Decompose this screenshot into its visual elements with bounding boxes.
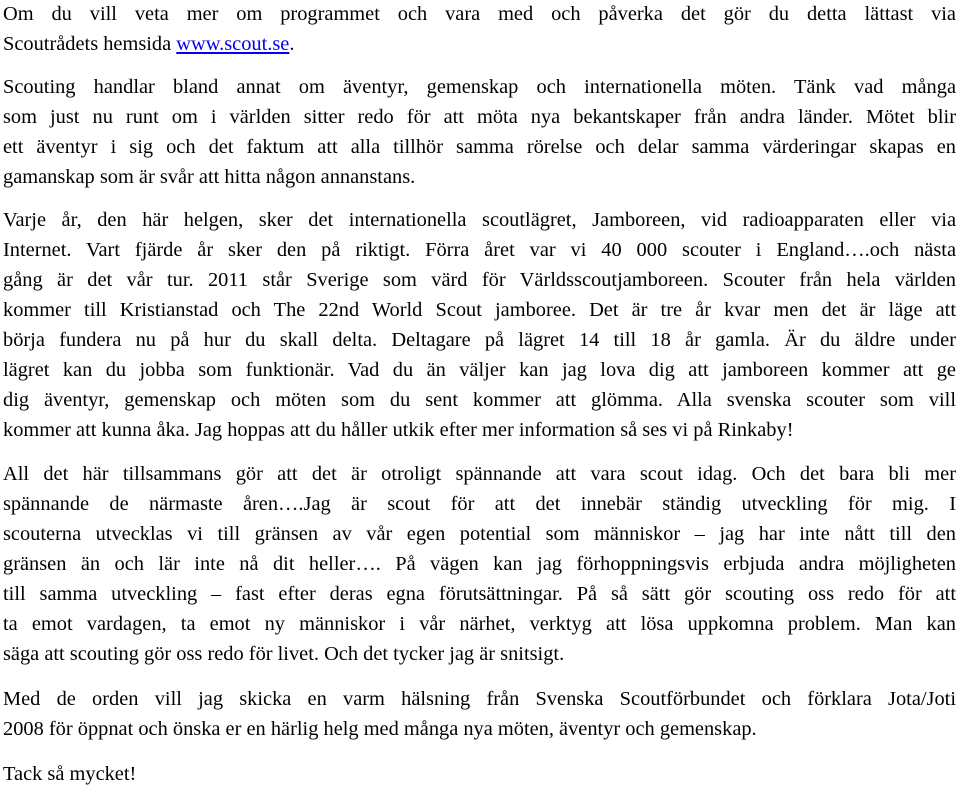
document-page xyxy=(3,0,956,789)
paragraph-gap xyxy=(3,744,956,760)
text-line: gamanskap som är svår att hitta någon annanstans. xyxy=(3,166,416,188)
text-line: kommer att kunna åka. Jag hoppas att du håller utkik efter mer information så ses vi på Rinkaby! xyxy=(3,419,794,441)
text-line: Om du vill veta mer om programmet och vara med och påverka det gör du detta lättast via xyxy=(3,3,956,25)
paragraph-jamboree xyxy=(3,205,956,445)
text-fragment: Scoutrådets hemsida xyxy=(3,33,177,55)
text-line: som just nu runt om i världen sitter redo för att möta nya bekantskaper från andra länder. Mötet blir xyxy=(3,106,956,128)
text-line: ett äventyr i sig och det faktum att alla tillhör samma rörelse och delar samma värderingar skapas en xyxy=(3,136,956,158)
text-line: 2008 för öppnat och önska er en härlig helg med många nya möten, äventyr och gemenskap. xyxy=(3,718,757,740)
paragraph-gap xyxy=(3,669,956,685)
text-line: scouterna utvecklas vi till gränsen av vår egen potential som människor – jag har inte nått till den xyxy=(3,523,956,545)
text-line: Tack så mycket! xyxy=(3,763,137,785)
paragraph-scouting-adventure xyxy=(3,72,956,192)
text-line: spännande de närmaste åren….Jag är scout för att det innebär ständig utveckling för mig. I xyxy=(3,493,956,515)
text-line: gång är det vår tur. 2011 står Sverige som värd för Världsscoutjamboreen. Scouter från hela världen xyxy=(3,269,956,291)
paragraph-intro xyxy=(3,0,956,59)
text-line: Varje år, den här helgen, sker det internationella scoutlägret, Jamboreen, vid radioapparaten eller via xyxy=(3,209,956,231)
text-line: gränsen än och lär inte nå dit heller…. På vägen kan jag förhoppningsvis erbjuda andra möjligheten xyxy=(3,553,956,575)
scout-website-link[interactable]: www.scout.se xyxy=(176,33,290,55)
text-line: säga att scouting gör oss redo för livet. Och det tycker jag är snitsigt. xyxy=(3,643,565,665)
paragraph-greeting xyxy=(3,684,956,744)
text-line: till samma utveckling – fast efter deras egna förutsättningar. På så sätt gör scouting oss redo för att xyxy=(3,583,956,605)
text-fragment: . xyxy=(289,33,295,55)
text-line: All det här tillsammans gör att det är otroligt spännande att vara scout idag. Och det bara bli mer xyxy=(3,463,956,485)
text-line: ta emot vardagen, ta emot ny människor i vår närhet, verktyg att lösa uppkomna problem. Man kan xyxy=(3,613,956,635)
text-line xyxy=(3,29,956,59)
text-line: dig äventyr, gemenskap och möten som du sent kommer att glömma. Alla svenska scouter som vill xyxy=(3,389,956,411)
paragraph-thanks xyxy=(3,759,956,789)
text-line: Internet. Vart fjärde år sker den på riktigt. Förra året var vi 40 000 scouter i England….och nästa xyxy=(3,239,956,261)
text-line: kommer till Kristianstad och The 22nd World Scout jamboree. Det är tre år kvar men det är läge att xyxy=(3,299,956,321)
text-line: börja fundera nu på hur du skall delta. Deltagare på lägret 14 till 18 år gamla. Är du äldre under xyxy=(3,329,956,351)
text-line: Scouting handlar bland annat om äventyr, gemenskap och internationella möten. Tänk vad många xyxy=(3,76,956,98)
text-line: Med de orden vill jag skicka en varm hälsning från Svenska Scoutförbundet och förklara Jota/Joti xyxy=(3,688,956,710)
text-line: lägret kan du jobba som funktionär. Vad du än väljer kan jag lova dig att jamboreen kommer att ge xyxy=(3,359,956,381)
paragraph-why-scout xyxy=(3,459,956,669)
